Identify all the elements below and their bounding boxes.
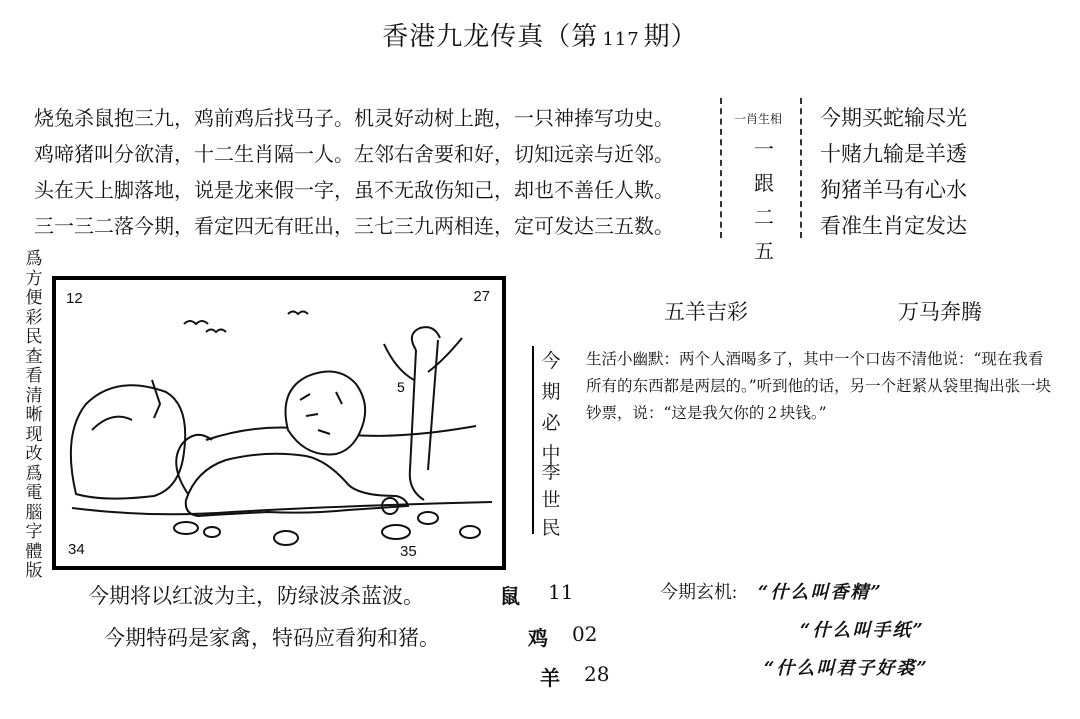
issue-number: 117 — [602, 29, 640, 50]
right-poem-line: 今期买蛇输尽光 — [820, 106, 967, 130]
lion-drawing — [56, 280, 502, 566]
bottom-line-1: 今期将以红波为主，防绿波杀蓝波。 — [88, 584, 424, 608]
zodiac-box-char: 五 — [754, 239, 774, 263]
phrase-right: 万马奔腾 — [898, 300, 982, 324]
corner-number-top-left: 12 — [66, 290, 83, 307]
poem-line: 头在天上脚落地，说是龙来假一字，虽不无敌伤知己，却也不善任人欺。 — [34, 178, 674, 202]
corner-number-bottom-left: 34 — [68, 541, 85, 558]
lion-illustration — [52, 276, 506, 570]
pick-zodiac: 鼠 — [500, 584, 520, 608]
title-end: 期） — [643, 22, 698, 52]
poem-line: 鸡啼猪叫分欲清，十二生肖隔一人。左邻右舍要和好，切知远亲与近邻。 — [34, 142, 674, 166]
vertical-char: 期 — [541, 381, 561, 403]
pick-number: 02 — [572, 622, 598, 646]
xuanji-label: 今期玄机: — [660, 582, 738, 602]
xuanji-line: “什么叫君子好裘” — [764, 658, 929, 679]
zodiac-box-chars — [752, 132, 776, 268]
zodiac-box-heading: 一肖生相 — [734, 112, 783, 126]
side-note-vertical: 爲方便彩民查看清晰现改爲電腦字體版 — [25, 249, 43, 581]
vertical-char: 世 — [541, 489, 561, 511]
box-left-border — [720, 98, 732, 238]
xuanji-line: “什么叫香精” — [758, 582, 883, 603]
zodiac-box-char: 二 — [754, 205, 774, 229]
tree-number: 5 — [397, 379, 405, 395]
pick-zodiac: 羊 — [540, 666, 560, 690]
phrase-left: 五羊吉彩 — [664, 300, 748, 324]
joke-paragraph: 生活小幽默：两个人酒喝多了，其中一个口齿不清他说：“现在我看所有的东西都是两层的。”听到他的话，另一个赶紧从袋里掏出张一块钞票，说：“这是我欠你的２块钱。” — [586, 350, 1052, 422]
vertical-char: 民 — [541, 517, 561, 539]
poem-block — [34, 100, 734, 244]
vertical-title-right — [540, 458, 562, 542]
zodiac-box-char: 跟 — [754, 171, 774, 195]
vertical-char: 李 — [541, 461, 561, 483]
corner-number-top-right: 27 — [473, 288, 490, 305]
right-poem-line: 狗猪羊马有心水 — [820, 178, 967, 202]
poem-line: 烧兔杀鼠抱三九，鸡前鸡后找马子。机灵好动树上跑，一只神捧写功史。 — [34, 106, 674, 130]
page-title — [0, 16, 1080, 53]
corner-number-bottom-right: 35 — [400, 543, 417, 560]
zodiac-box-char: 一 — [754, 137, 774, 161]
pick-number: 11 — [548, 580, 574, 604]
zodiac-hint-box — [720, 98, 802, 263]
pick-number: 28 — [584, 662, 610, 686]
title-text: 香港九龙传真（第 — [382, 22, 599, 52]
vertical-char: 今 — [541, 350, 561, 372]
right-poem-line: 看准生肖定发达 — [820, 214, 967, 238]
poem-line: 三一三二落今期，看定四无有旺出，三七三九两相连，定可发达三五数。 — [34, 214, 674, 238]
pick-zodiac: 鸡 — [528, 626, 548, 650]
vertical-char: 必 — [541, 412, 561, 434]
vertical-title — [532, 346, 572, 539]
box-right-border — [790, 98, 802, 238]
right-poem — [820, 100, 967, 244]
xuanji-line: “什么叫手纸” — [800, 620, 925, 641]
vertical-title-left — [540, 346, 562, 470]
right-poem-line: 十赌九输是羊透 — [820, 142, 967, 166]
bottom-line-2: 今期特码是家禽，特码应看狗和猪。 — [104, 626, 440, 650]
vertical-char: 中 — [541, 443, 561, 465]
